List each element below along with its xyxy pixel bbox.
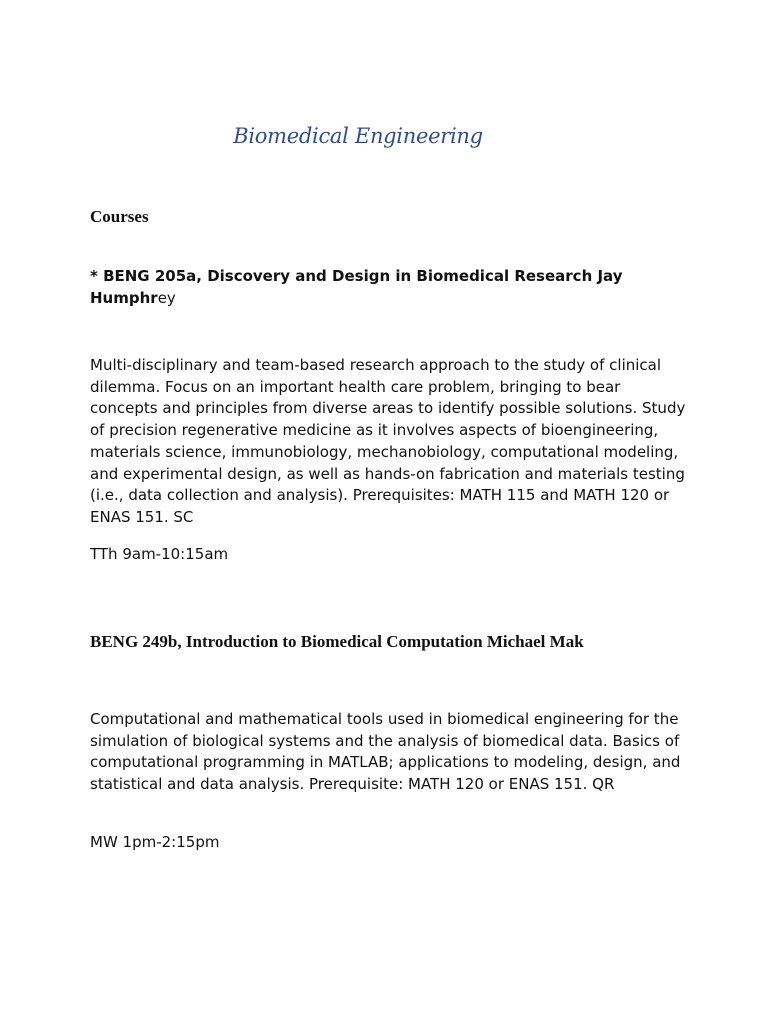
course-title-tail: ey [157,289,176,307]
course-schedule-beng-205a: TTh 9am-10:15am [90,545,229,563]
page-title: Biomedical Engineering [233,124,483,148]
course-title-beng-249b: BENG 249b, Introduction to Biomedical Computation Michael Mak [90,632,584,651]
course-description-beng-249b: Computational and mathematical tools used in biomedical engineering for the simulation of biological systems and the analysis of biomedical data. Basics of computational programming in MATLAB; applications to modeling, design, and statistical and data analysis. Prerequisite: MATH 120 or ENAS 151. QR [90,710,681,794]
course-schedule-beng-249b: MW 1pm-2:15pm [90,833,220,851]
course-title-beng-205a [90,265,680,309]
section-heading-courses: Courses [90,207,149,226]
course-title-main: * BENG 205a, Discovery and Design in Biomedical Research Jay Humphr [90,267,623,307]
course-description-beng-205a: Multi-disciplinary and team-based research approach to the study of clinical dilemma. Focus on an important health care problem, bringing to bear concepts and principles from diverse areas to identify possible solutions. Study of precision regenerative medicine as it involves aspects of bioengineering, materials science, immunobiology, mechanobiology, computational modeling, and experimental design, as well as hands-on fabrication and materials testing (i.e., data collection and analysis). Prerequisites: MATH 115 and MATH 120 or ENAS 151. SC [90,356,686,526]
